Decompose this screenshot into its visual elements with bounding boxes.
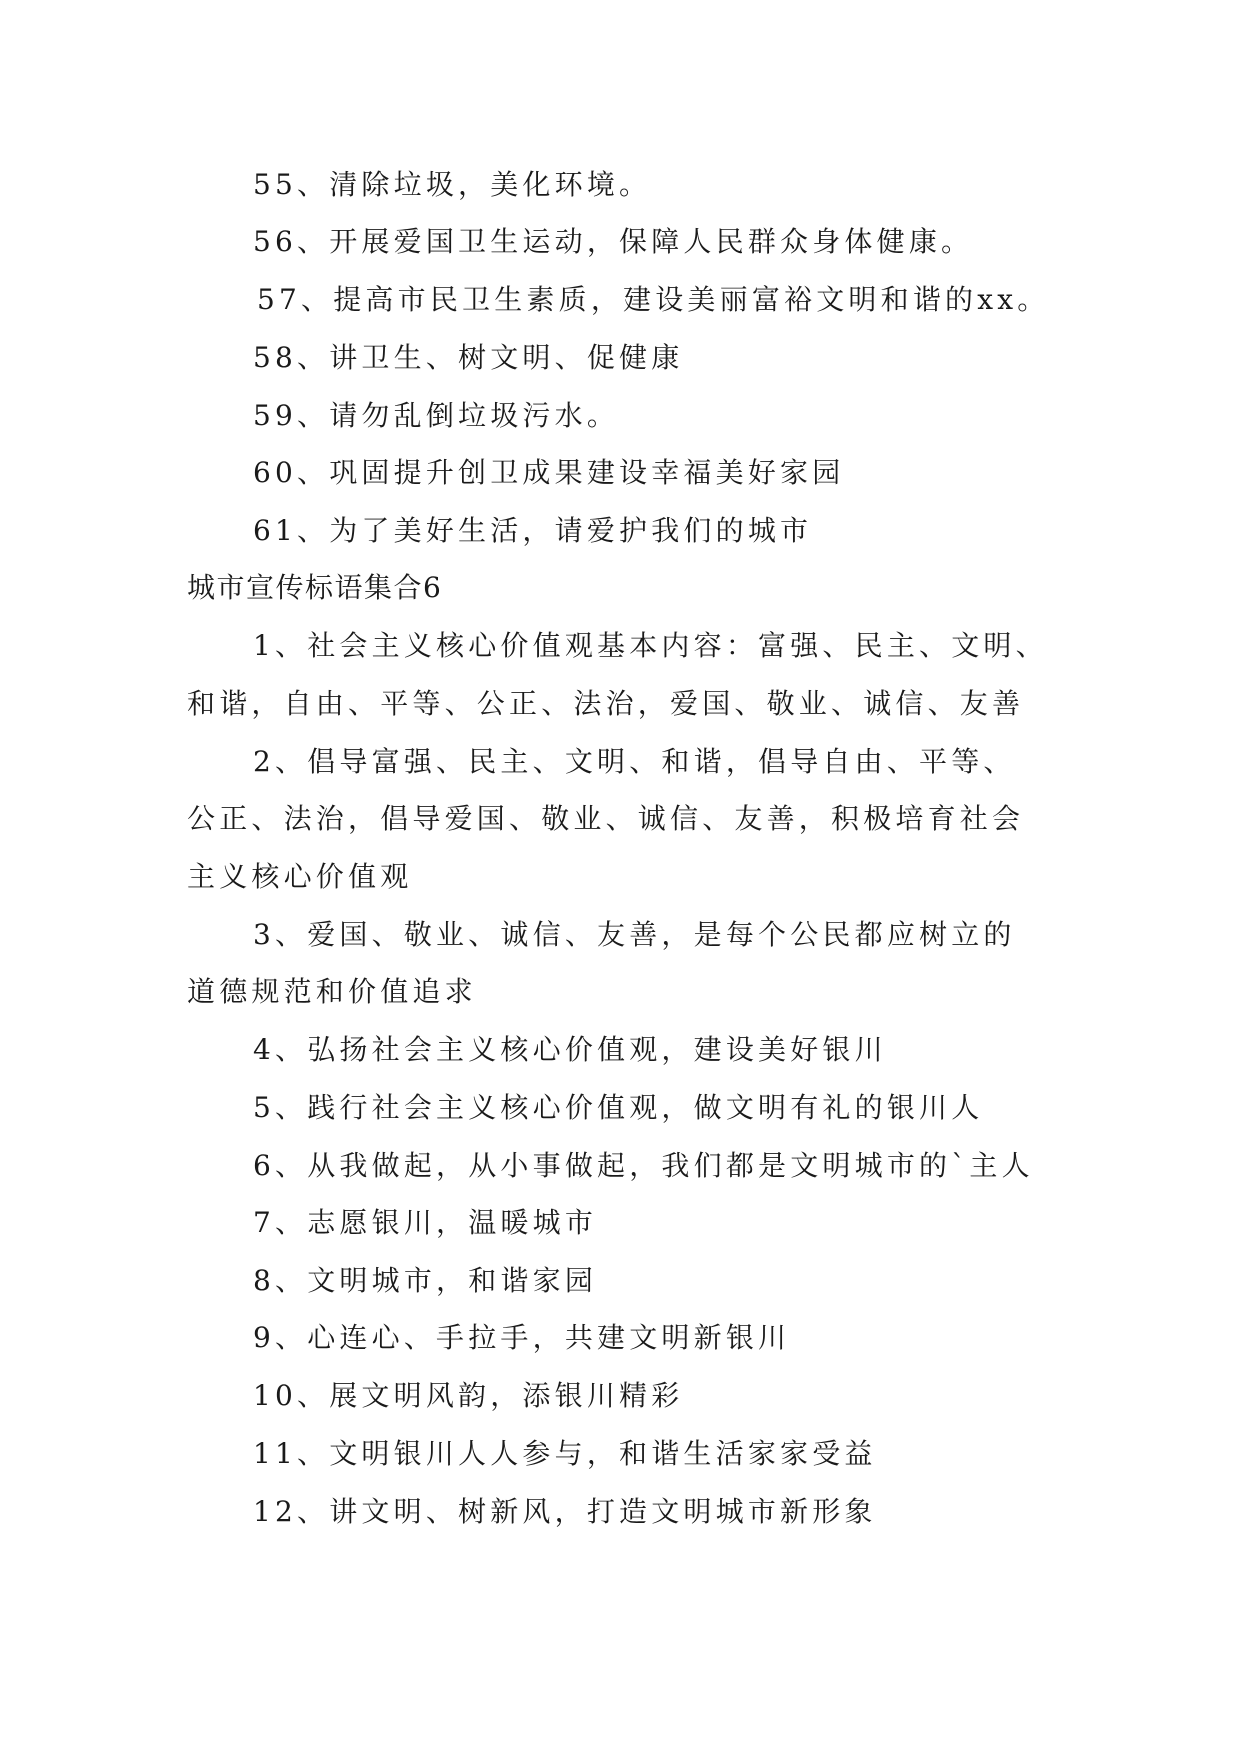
slogan-item-2: 2、倡导富强、民主、文明、和谐，倡导自由、平等、 — [253, 745, 1016, 778]
slogan-item-9: 9、心连心、手拉手，共建文明新银川 — [253, 1321, 791, 1354]
slogan-item-8: 8、文明城市，和谐家园 — [253, 1264, 598, 1297]
slogan-item-10: 10、展文明风韵，添银川精彩 — [253, 1379, 684, 1412]
slogan-item-61: 61、为了美好生活，请爱护我们的城市 — [253, 514, 813, 547]
slogan-item-3-continuation: 道德规范和价值追求 — [187, 975, 477, 1008]
slogan-item-60: 60、巩固提升创卫成果建设幸福美好家园 — [253, 456, 845, 489]
slogan-item-55: 55、清除垃圾，美化环境。 — [253, 168, 652, 201]
section-heading: 城市宣传标语集合6 — [187, 571, 443, 604]
slogan-item-59: 59、请勿乱倒垃圾污水。 — [253, 399, 620, 432]
slogan-item-6: 6、从我做起，从小事做起，我们都是文明城市的`主人 — [253, 1149, 1034, 1182]
slogan-item-4: 4、弘扬社会主义核心价值观，建设美好银川 — [253, 1033, 887, 1066]
slogan-item-12: 12、讲文明、树新风，打造文明城市新形象 — [253, 1495, 877, 1528]
slogan-item-3: 3、爱国、敬业、诚信、友善，是每个公民都应树立的 — [253, 918, 1016, 951]
slogan-item-5: 5、践行社会主义核心价值观，做文明有礼的银川人 — [253, 1091, 984, 1124]
slogan-item-57: 57、提高市民卫生素质，建设美丽富裕文明和谐的xx。 — [257, 283, 1050, 316]
slogan-item-58: 58、讲卫生、树文明、促健康 — [253, 341, 684, 374]
slogan-item-1-continuation: 和谐，自由、平等、公正、法治，爱国、敬业、诚信、友善 — [187, 687, 1025, 720]
slogan-item-1: 1、社会主义核心价值观基本内容：富强、民主、文明、 — [253, 629, 1048, 662]
slogan-item-2-continuation: 公正、法治，倡导爱国、敬业、诚信、友善，积极培育社会 — [187, 802, 1025, 835]
slogan-item-2-continuation: 主义核心价值观 — [187, 860, 413, 893]
slogan-item-7: 7、志愿银川，温暖城市 — [253, 1206, 598, 1239]
slogan-item-56: 56、开展爱国卫生运动，保障人民群众身体健康。 — [253, 225, 974, 258]
slogan-item-11: 11、文明银川人人参与，和谐生活家家受益 — [253, 1437, 877, 1470]
